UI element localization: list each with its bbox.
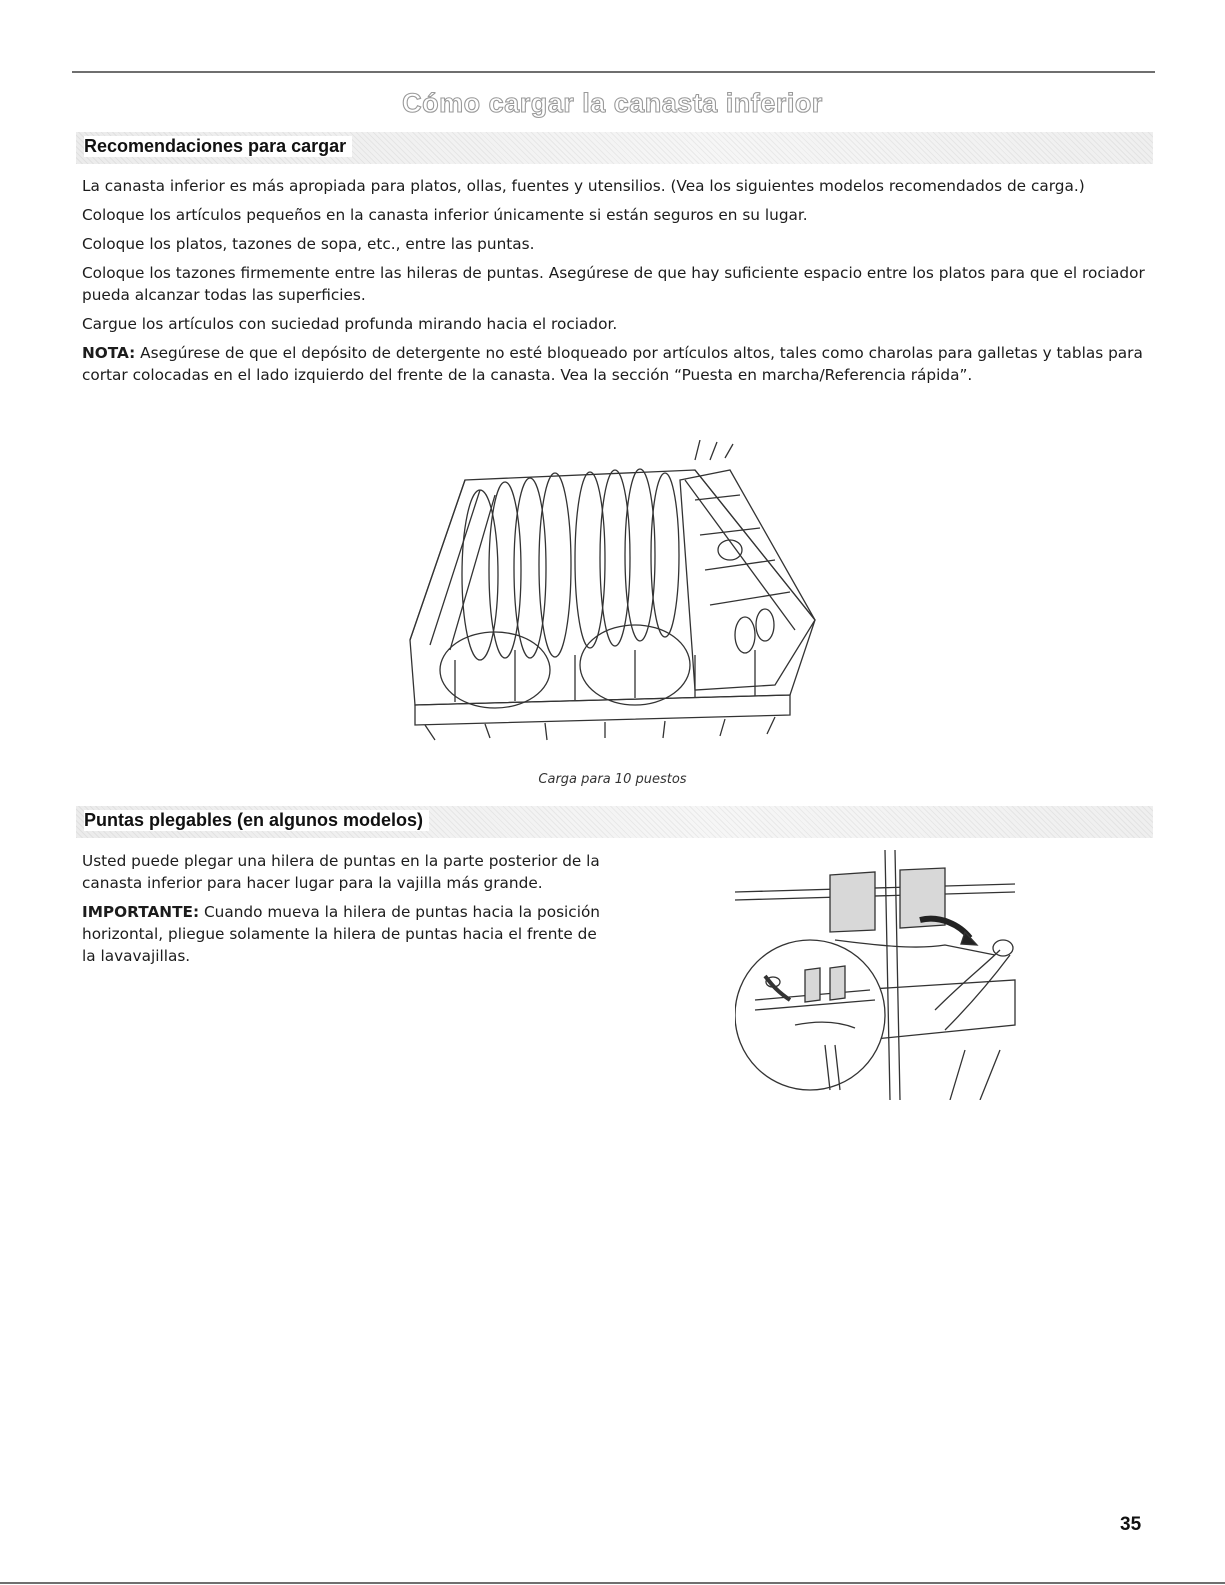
important-label: IMPORTANTE: xyxy=(82,903,200,921)
page-number: 35 xyxy=(1120,1514,1142,1535)
top-rule xyxy=(72,71,1155,73)
paragraph: Coloque los artículos pequeños en la canasta inferior únicamente si están seguros en su lugar. xyxy=(82,206,808,224)
figure-caption: Carga para 10 puestos xyxy=(538,772,687,787)
note-paragraph xyxy=(82,342,1152,386)
paragraph: Coloque los tazones firmemente entre las hileras de puntas. Asegúrese de que hay suficiente espacio entre los platos para que el rociador pueda alcanzar todas las superficies. xyxy=(82,264,1145,304)
bottom-rule xyxy=(0,1582,1225,1584)
lower-rack-illustration xyxy=(395,440,835,755)
section-heading-loading: Recomendaciones para cargar xyxy=(84,136,352,157)
paragraph: Cargue los artículos con suciedad profunda mirando hacia el rociador. xyxy=(82,315,618,333)
paragraph: Usted puede plegar una hilera de puntas en la parte posterior de la canasta inferior para hacer lugar para la vajilla más grande. xyxy=(82,852,600,892)
paragraph: La canasta inferior es más apropiada para platos, ollas, fuentes y utensilios. (Vea los siguientes modelos recomendados de carga.) xyxy=(82,177,1085,195)
loading-text-block xyxy=(82,175,1152,393)
folding-tines-illustration xyxy=(735,850,1020,1100)
tines-text-block xyxy=(82,850,602,974)
important-paragraph xyxy=(82,901,602,967)
section-heading-tines: Puntas plegables (en algunos modelos) xyxy=(84,810,429,831)
note-text: Asegúrese de que el depósito de detergente no esté bloqueado por artículos altos, tales como charolas para galletas y tablas para cortar colocadas en el lado izquierdo del frente de la canasta. Vea la sección “Puesta en marcha/Referencia rápida”. xyxy=(82,344,1143,384)
page-title: Cómo cargar la canasta inferior xyxy=(402,88,823,118)
section-bar-loading xyxy=(76,132,1153,164)
important-text: Cuando mueva la hilera de puntas hacia la posición horizontal, pliegue solamente la hilera de puntas hacia el frente de la lavavajillas. xyxy=(82,903,601,965)
paragraph: Coloque los platos, tazones de sopa, etc., entre las puntas. xyxy=(82,235,535,253)
section-bar-tines xyxy=(76,806,1153,838)
note-label: NOTA: xyxy=(82,344,136,362)
